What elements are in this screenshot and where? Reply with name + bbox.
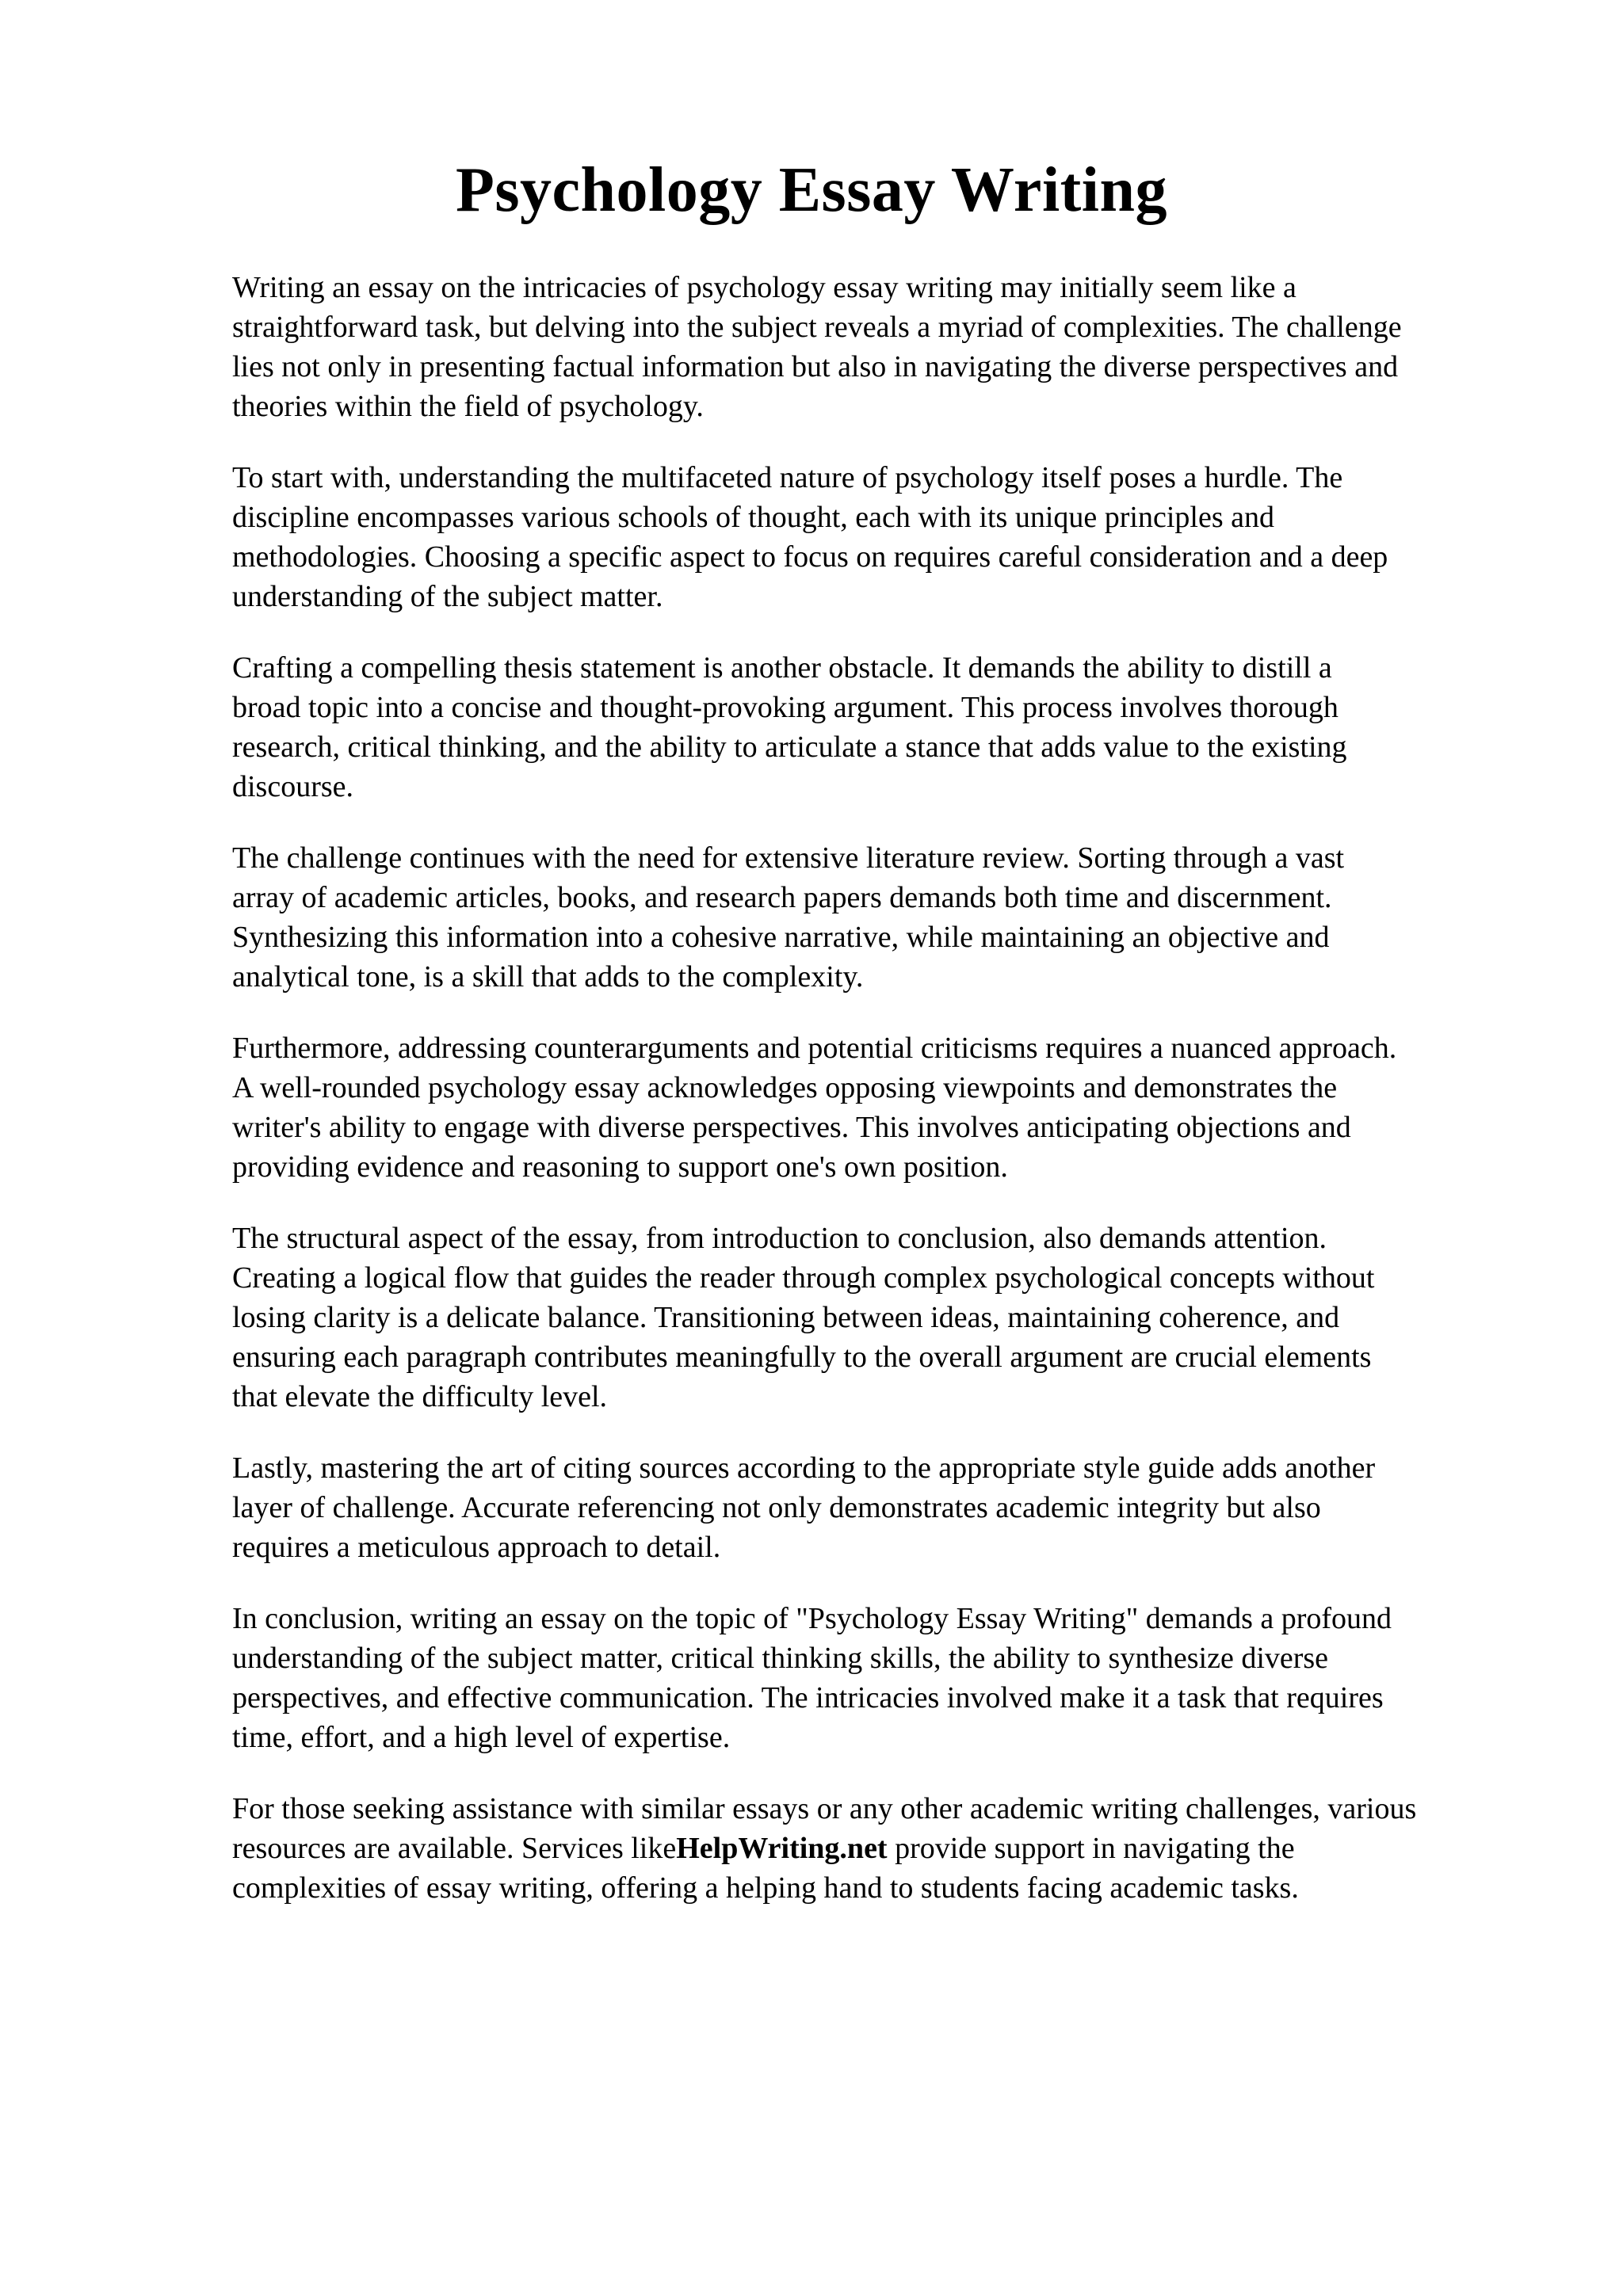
paragraph-line: array of academic articles, books, and research papers demands both time and discernment. [232,881,1332,914]
paragraph-line: straightforward task, but delving into the subject reveals a myriad of complexities. The challenge [232,311,1402,344]
paragraph-line: broad topic into a concise and thought-provoking argument. This process involves thorough [232,691,1338,724]
paragraph-line: Creating a logical flow that guides the reader through complex psychological concepts without [232,1261,1375,1295]
helpwriting-link[interactable]: HelpWriting.net [676,1832,888,1865]
closing-text-before-link: resources are available. Services like [232,1832,677,1865]
paragraph-line: Crafting a compelling thesis statement is another obstacle. It demands the ability to distill a [232,651,1332,685]
paragraph-line: The challenge continues with the need for extensive literature review. Sorting through a vast [232,841,1345,875]
paragraph-line: discourse. [232,770,354,803]
paragraph-line: research, critical thinking, and the ability to articulate a stance that adds value to the existing [232,730,1347,764]
paragraph-citing-sources [232,1448,1548,1567]
paragraph-thesis [232,648,1548,807]
paragraph-line: layer of challenge. Accurate referencing not only demonstrates academic integrity but also [232,1491,1321,1524]
closing-text-after-link: provide support in navigating the [887,1832,1295,1865]
paragraph-line: writer's ability to engage with diverse perspectives. This involves anticipating objections and [232,1111,1351,1144]
paragraph-line: that elevate the difficulty level. [232,1380,608,1413]
paragraph-nature-of-psychology [232,458,1548,616]
paragraph-line: Lastly, mastering the art of citing sources according to the appropriate style guide adds another [232,1451,1376,1485]
paragraph-line: discipline encompasses various schools of thought, each with its unique principles and [232,501,1274,534]
paragraph-line: The structural aspect of the essay, from introduction to conclusion, also demands attention. [232,1222,1327,1255]
paragraph-line: ensuring each paragraph contributes meaningfully to the overall argument are crucial elements [232,1341,1372,1374]
document-title: Psychology Essay Writing [455,155,1168,225]
paragraph-structure [232,1219,1548,1417]
paragraph-line: lies not only in presenting factual information but also in navigating the diverse perspectives and [232,350,1399,383]
paragraph-line: understanding of the subject matter, critical thinking skills, the ability to synthesize diverse [232,1642,1329,1675]
paragraph-line: theories within the field of psychology. [232,390,704,423]
document-body [232,268,1548,1939]
paragraph-line: Furthermore, addressing counterarguments and potential criticisms requires a nuanced approach. [232,1032,1397,1065]
paragraph-line: losing clarity is a delicate balance. Transitioning between ideas, maintaining coherence, and [232,1301,1340,1334]
paragraph-line: analytical tone, is a skill that adds to the complexity. [232,960,864,994]
paragraph-closing [232,1789,1548,1908]
paragraph-line: Writing an essay on the intricacies of psychology essay writing may initially seem like a [232,271,1296,304]
paragraph-conclusion [232,1599,1548,1757]
paragraph-line: perspectives, and effective communication. The intricacies involved make it a task that requires [232,1681,1384,1714]
paragraph-counterarguments [232,1028,1548,1187]
paragraph-intro [232,268,1548,426]
paragraph-line: complexities of essay writing, offering a helping hand to students facing academic tasks. [232,1871,1299,1905]
paragraph-literature-review [232,838,1548,997]
paragraph-line-with-link [232,1829,1548,1868]
paragraph-line: understanding of the subject matter. [232,580,663,613]
paragraph-line: requires a meticulous approach to detail. [232,1531,721,1564]
paragraph-line: methodologies. Choosing a specific aspect to focus on requires careful consideration and a deep [232,540,1388,574]
paragraph-line: To start with, understanding the multifaceted nature of psychology itself poses a hurdle. The [232,461,1343,494]
paragraph-line: In conclusion, writing an essay on the topic of "Psychology Essay Writing" demands a profound [232,1602,1392,1635]
paragraph-line: A well-rounded psychology essay acknowledges opposing viewpoints and demonstrates the [232,1071,1338,1104]
paragraph-line: For those seeking assistance with similar essays or any other academic writing challenges, various [232,1792,1417,1825]
paragraph-line: providing evidence and reasoning to support one's own position. [232,1150,1008,1184]
paragraph-line: time, effort, and a high level of expertise. [232,1721,731,1754]
paragraph-line: Synthesizing this information into a cohesive narrative, while maintaining an objective and [232,921,1330,954]
